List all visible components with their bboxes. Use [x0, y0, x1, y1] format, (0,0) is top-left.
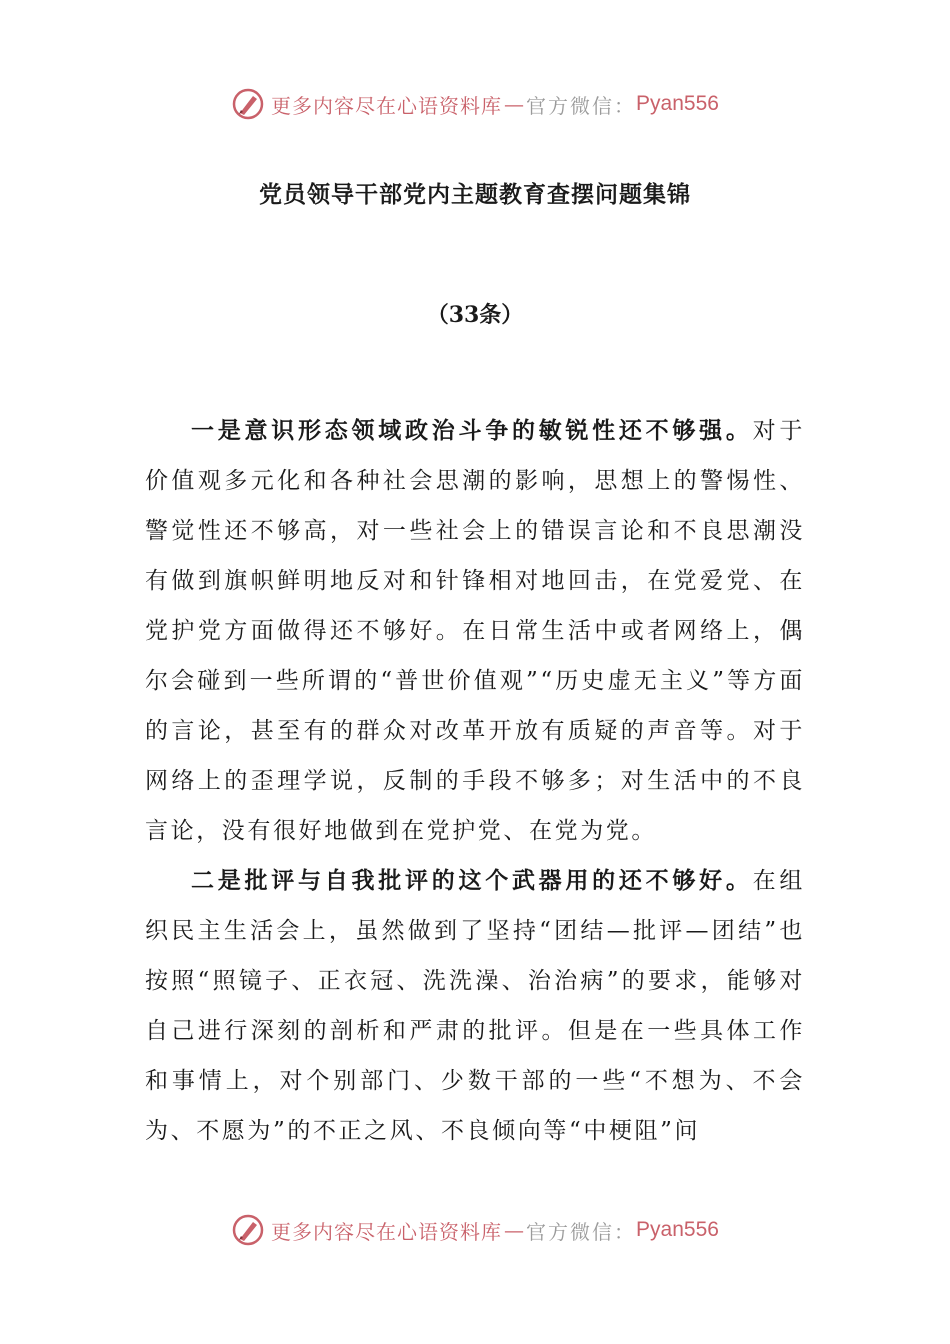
paragraph-text: 对于价值观多元化和各种社会思潮的影响，思想上的警惕性、警觉性还不够高，对一些社会上的错误言论和不良思潮没有做到旗帜鲜明地反对和针锋相对地回击，在党爱党、在党护党方面做得还不够好。在日常生活中或者网络上，偶尔会碰到一些所谓的“普世价值观”“历史虚无主义”等方面的言论，甚至有的群众对改革开放有质疑的声音等。对于网络上的歪理学说，反制的手段不够多；对生活中的不良言论，没有很好地做到在党护党、在党为党。 — [145, 418, 806, 844]
paragraph-1 — [145, 406, 805, 856]
paragraph-text: 在组织民主生活会上，虽然做到了坚持“团结—批评—团结”也按照“照镜子、正衣冠、洗洗澡、治治病”的要求，能够对自己进行深刻的剖析和严肃的批评。但是在一些具体工作和事情上，对个别部门、少数干部的一些“不想为、不会为、不愿为”的不正之风、不良倾向等“中梗阻”问 — [145, 868, 806, 1144]
watermark-separator: — — [504, 92, 525, 116]
watermark-account-id: Pyan556 — [636, 92, 719, 115]
watermark-account-label: 官方微信： — [526, 93, 637, 118]
document-subtitle: （33条） — [426, 302, 524, 328]
watermark-promo-text: 更多内容尽在心语资料库 — [271, 93, 503, 118]
paragraph-2 — [145, 856, 805, 1156]
paragraph-lead: 一是意识形态领域政治斗争的敏锐性还不够强。 — [191, 417, 753, 444]
watermark-account-label: 官方微信： — [526, 1219, 637, 1244]
watermark-header — [0, 84, 950, 124]
pen-circle-logo-icon — [231, 1213, 265, 1247]
watermark-account-id: Pyan556 — [636, 1218, 719, 1241]
watermark-separator: — — [504, 1218, 525, 1242]
watermark-footer — [0, 1210, 950, 1250]
pen-circle-logo-icon — [231, 87, 265, 121]
document-title: 党员领导干部党内主题教育查摆问题集锦 — [259, 181, 691, 208]
document-body — [145, 406, 805, 1156]
paragraph-lead: 二是批评与自我批评的这个武器用的还不够好。 — [191, 867, 753, 894]
watermark-promo-text: 更多内容尽在心语资料库 — [271, 1219, 503, 1244]
